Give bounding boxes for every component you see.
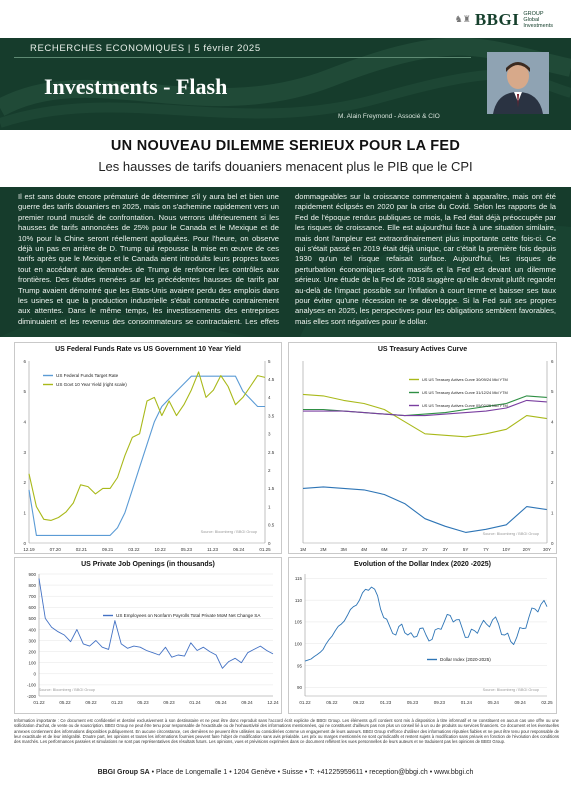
y-tick-label: 500 (28, 616, 36, 622)
x-tick-label: 06.24 (233, 547, 245, 552)
series-line-3 (303, 487, 547, 533)
x-tick-label: 09.23 (433, 700, 446, 705)
y-tick-label: 800 (28, 582, 36, 588)
article-body-panel (0, 187, 571, 337)
legend-label: US Federal Funds Target Rate (56, 373, 119, 378)
y-tick-label: 0 (33, 671, 36, 677)
x-tick-label: 5Y (462, 547, 469, 552)
chart-treasury-curve-plot (289, 343, 558, 555)
article-headline: UN NOUVEAU DILEMME SERIEUX POUR LA FED (110, 138, 461, 154)
y-tick-label-right: 0.5 (268, 522, 275, 528)
author-photo (487, 52, 549, 114)
x-tick-label: 12.24 (267, 700, 279, 705)
x-tick-label: 09.22 (85, 700, 97, 705)
x-tick-label: 1M (299, 547, 307, 552)
x-tick-label: 01.22 (33, 700, 45, 705)
y-tick-label-right: 5 (268, 358, 271, 364)
y-tick-label: 1 (23, 510, 26, 516)
y-tick-label: 100 (294, 641, 302, 647)
x-tick-label: 05.24 (487, 700, 499, 705)
report-series: RECHERCHES ECONOMIQUES | 5 février 2025 (30, 43, 261, 54)
chart-treasury-curve (288, 342, 557, 554)
x-tick-label: 02.21 (75, 547, 88, 552)
chart-dollar-index (288, 557, 557, 714)
source-note: Source: Bloomberg / BBGI Group (482, 532, 539, 536)
x-tick-label: 12.19 (23, 547, 35, 552)
y-tick-label: 700 (28, 593, 36, 599)
y-tick-label-right: 5 (551, 389, 554, 395)
y-tick-label-right: 3.5 (268, 413, 275, 419)
x-tick-label: 20Y (522, 547, 531, 552)
legend-label: US US Treasury Actives Curve 31/12/24 Mid YTM (422, 390, 508, 395)
y-tick-label: 4 (23, 419, 26, 425)
chart-fed-funds-vs-10y-plot (15, 343, 283, 555)
header-banner (0, 38, 571, 130)
y-tick-label: 200 (28, 649, 36, 655)
x-tick-label: 7Y (483, 547, 489, 552)
legend-label: US US Treasury Actives Curve 05/02/25 Mid YTM (422, 403, 508, 408)
x-tick-label: 01.25 (259, 547, 271, 552)
x-tick-label: 2M (320, 547, 327, 552)
y-tick-label: 100 (28, 660, 36, 666)
x-tick-label: 01.23 (380, 700, 392, 705)
footer-company: BBGI Group SA (97, 769, 150, 776)
bull-bear-icon: ♞♜ (454, 15, 471, 25)
y-tick-label-right: 1 (551, 510, 554, 516)
y-tick-label: 400 (28, 627, 36, 633)
legend-label: US Employees on Nonfarm Payrolls Total Private MoM Net Change SA (116, 613, 261, 618)
y-tick-label: 0 (23, 540, 26, 546)
y-tick-label: 110 (294, 597, 302, 603)
article-subheadline: Les hausses de tarifs douaniers menacent plus le PIB que le CPI (98, 159, 473, 174)
author-credit: M. Alain Freymond - Associé & CIO (338, 113, 440, 120)
x-tick-label: 09.24 (241, 700, 253, 705)
y-tick-label-right: 0 (551, 540, 554, 546)
series-line-0 (305, 587, 547, 661)
legend-label: US Govt 10 Year Yield (right scale) (56, 382, 127, 387)
y-tick-label: -200 (26, 693, 36, 699)
y-tick-label: 95 (296, 663, 302, 669)
y-tick-label: 90 (296, 685, 302, 691)
x-tick-label: 09.22 (353, 700, 365, 705)
x-tick-label: 30Y (542, 547, 552, 552)
y-tick-label: 6 (23, 358, 26, 364)
article-body-text: Il est sans doute encore prématuré de déterminer s'il y aura bel et bien une guerre des tarifs douaniers en 2025, mais on s'achemine rapidement vers un premier round musclé de confrontation. Nous verrons ultérieurement si les hausses de tarifs annoncées de 25% pour le Canada et le Mexique et de 10% pour la Chine seront réellement appliquées. Pour l'heure, on observe déjà un pas en arrière de D. Trump qui repousse la mise en œuvre de ces tarifs après que le Mexique et le Canada aient introduits leurs propres taxes tout en accédant aux demandes de Trump de renforcer les contrôles aux frontières. Des études menées sur les précédentes hausses de tarifs par Trump avaient démontré que les Etats-Unis avaient perdu des emplois dans les usines et que la production industrielle s'était contractée contrairement aux attentes. Dans le même temps, les investissements des entreprises diminuaient et les revenus des consommateurs se contractaient. Les effets dommageables sur la croissance commençaient à apparaître, mais ont été rapidement éclipsés en 2020 par la crise du Covid. Selon les rapports de la Fed de l'époque rendus publiques ce mois, la Fed était déjà préoccupée par les risques de croissance. Elle est aujourd'hui face à une situation similaire, mais dont l'ampleur est extraordinairement plus importante cette fois-ci. Ce qui s'était passé en 2019 était déjà unique, car c'était la première fois depuis 1930 qu'un tel risque refaisait surface. Aujourd'hui, les risques de perturbation économiques sont massifs et la Fed est devant un dilemme sérieux. Une étude de la Fed de 2018 suggère qu'elle devrait plutôt regarder au-delà de l'impact possible sur l'inflation à court terme et baisser ses taux pour éviter qu'une récession ne se développe. Si la Fed suit ses propres analyses en 2025, les perspectives pour les obligations semblent favorables, mais elles sont négatives pour le dollar. (18, 192, 556, 326)
series-line-0 (39, 578, 273, 668)
x-tick-label: 4M (360, 547, 368, 552)
chart-title: US Federal Funds Rate vs US Government 10 Year Yield (55, 346, 241, 353)
x-tick-label: 02.25 (541, 700, 553, 705)
y-tick-label: -100 (26, 682, 36, 688)
y-tick-label: 105 (294, 619, 302, 625)
y-tick-label-right: 2 (268, 468, 271, 473)
x-tick-label: 07.20 (49, 547, 61, 552)
y-tick-label-right: 4 (551, 419, 554, 425)
y-tick-label-right: 2 (551, 480, 554, 486)
x-tick-label: 10.22 (154, 547, 166, 552)
x-tick-label: 05.22 (59, 700, 71, 705)
x-tick-label: 1Y (401, 547, 408, 552)
source-note: Source: Bloomberg / BBGI Group (482, 688, 539, 692)
y-tick-label-right: 1.5 (268, 486, 275, 492)
source-note: Source: Bloomberg / BBGI Group (200, 530, 257, 534)
y-tick-label-right: 6 (551, 358, 554, 364)
x-tick-label: 6M (381, 547, 388, 552)
y-tick-label-right: 3 (268, 431, 271, 437)
chart-title: Evolution of the Dollar Index (2020 -2025) (354, 561, 491, 568)
x-tick-label: 03.22 (128, 547, 140, 552)
chart-private-job-openings (14, 557, 282, 714)
x-tick-label: 01.24 (460, 700, 472, 705)
x-tick-label: 09.21 (102, 547, 114, 552)
legal-disclaimer: Information importante : Ce document est confidentiel et destiné exclusivement à son destinataire et ne peut être donc reproduit sans l'accord écrit explicite de BBGI Group. Les éléments qu'il contient sont mis à disposition à titre informatif et ne constituent en aucun cas une offre ou une sollicitation d'achat, de vente ou de souscription. BBGI Group ne peut être tenu pour responsable de l'exactitude ou de l'exhaustivité des informations mentionnées, qui ne constituent d'ailleurs pas non plus un conseil lié à un ou de produits ou services financiers. Ce document et les éventuelles annexes contiennent des informations disponibles publiquement. En aucune circonstance, ces dernières ne peuvent être utilisées ou considérées comme un engagement de leurs auteurs. BBGI Group s'efforce d'utiliser des informations réputées fiables et ne peut être tenu pour responsable de leur exactitude et de leur intégralité. D'autre part, les opinions et toutes les informations fournies peuvent faire l'objet de modification sans avis préalable. Les prix ou marges mentionnés ne sont qu'indicatifs et restent sujets à modification sans préavis en fonction de l'évolution des conditions des marchés. Les performances passées et simulations ne sont pas représentatives des résultats futurs. Les opinions, vues et prévisions exprimées dans ce document reflètent les vues personnelles de leurs auteurs et ne traduisent pas les opinions de BBGI Group. (14, 718, 559, 745)
x-tick-label: 01.23 (111, 700, 123, 705)
x-tick-label: 10Y (502, 547, 511, 552)
logo-brand: BBGI (474, 10, 520, 29)
x-tick-label: 05.23 (406, 700, 419, 705)
x-tick-label: 01.24 (189, 700, 201, 705)
chart-title: US Treasury Actives Curve (377, 346, 468, 353)
y-tick-label: 300 (28, 638, 36, 644)
company-logo (455, 10, 553, 30)
legend-label: US US Treasury Actives Curve 30/09/24 Mid YTM (422, 377, 508, 382)
x-tick-label: 05.22 (326, 700, 338, 705)
x-tick-label: 05.24 (215, 700, 227, 705)
y-tick-label: 115 (294, 576, 302, 582)
y-tick-label-right: 4 (268, 395, 271, 401)
legend-label: Dollar Index (2020-2025) (440, 657, 491, 662)
page-footer (0, 769, 571, 776)
x-tick-label: 11.23 (207, 547, 219, 552)
y-tick-label: 600 (28, 605, 36, 611)
logo-subtitle: GROUP Global Investments (523, 11, 553, 29)
page-title: Investments - Flash (44, 74, 228, 99)
y-tick-label-right: 1 (268, 504, 271, 510)
y-tick-label-right: 0 (268, 540, 271, 546)
chart-title: US Private Job Openings (in thousands) (81, 561, 215, 568)
x-tick-label: 05.23 (180, 547, 192, 552)
y-tick-label-right: 3 (551, 449, 554, 455)
y-tick-label-right: 4.5 (268, 377, 275, 382)
y-tick-label: 5 (23, 389, 26, 395)
chart-private-job-openings-plot (15, 558, 283, 715)
chart-fed-funds-vs-10y (14, 342, 282, 554)
x-tick-label: 3M (340, 547, 347, 552)
x-tick-label: 01.22 (299, 700, 311, 705)
x-tick-label: 09.23 (163, 700, 175, 705)
footer-address: • Place de Longemalle 1 • 1204 Genève • Suisse • T: +41225959611 • reception@bbgi.ch • www.bbgi.ch (149, 769, 474, 776)
source-note: Source: Bloomberg / BBGI Group (38, 688, 95, 692)
x-tick-label: 3Y (442, 547, 449, 552)
header-divider (14, 57, 471, 58)
x-tick-label: 2Y (422, 547, 428, 552)
x-tick-label: 05.23 (137, 700, 149, 705)
x-tick-label: 09.24 (514, 700, 526, 705)
y-tick-label: 900 (28, 571, 36, 577)
y-tick-label: 3 (23, 449, 26, 455)
chart-dollar-index-plot (289, 558, 558, 715)
y-tick-label: 2 (23, 480, 26, 486)
y-tick-label-right: 2.5 (268, 449, 275, 455)
series-line-0 (29, 376, 265, 535)
